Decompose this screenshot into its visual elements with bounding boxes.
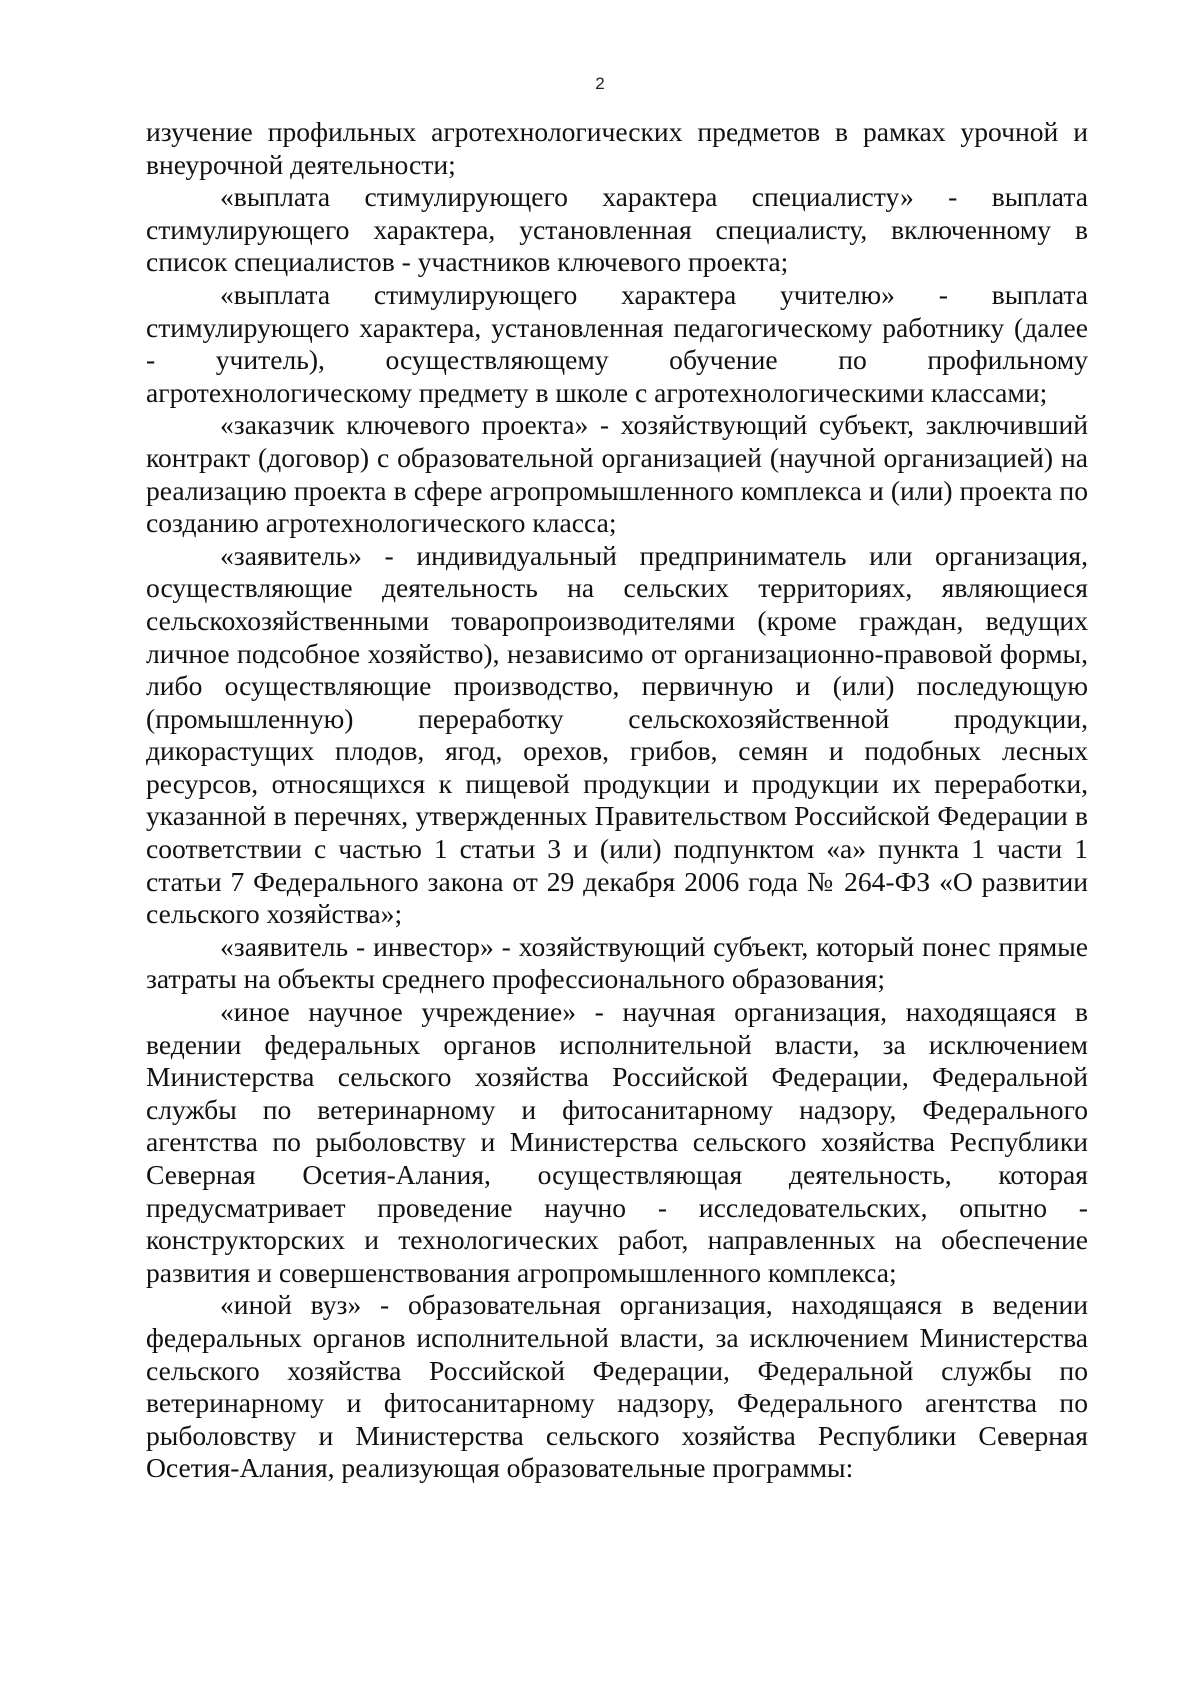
- paragraph-definition-project-customer: «заказчик ключевого проекта» - хозяйствующий субъект, заключивший контракт (договор) с образовательной организацией (научной организацией) на реализацию проекта в сфере агропромышленного комплекса и (или) проекта по созданию агротехнологического класса;: [146, 409, 1088, 539]
- page-number: 2: [595, 74, 605, 93]
- paragraph-definition-specialist-payment: «выплата стимулирующего характера специалисту» - выплата стимулирующего характера, установленная специалисту, включенному в список специалистов - участников ключевого проекта;: [146, 181, 1088, 278]
- paragraph-definition-other-university: «иной вуз» - образовательная организация, находящаяся в ведении федеральных органов исполнительной власти, за исключением Министерства сельского хозяйства Российской Федерации, Федеральной службы по ветеринарному и фитосанитарному надзору, Федерального агентства по рыболовству и Министерства сельского хозяйства Республики Северная Осетия-Алания, реализующая образовательные программы:: [146, 1289, 1088, 1484]
- paragraph-definition-teacher-payment: «выплата стимулирующего характера учителю» - выплата стимулирующего характера, установленная педагогическому работнику (далее - учитель), осуществляющему обучение по профильному агротехнологическому предмету в школе с агротехнологическими классами;: [146, 278, 1088, 408]
- document-body: [146, 116, 1088, 1485]
- paragraph-continuation: изучение профильных агротехнологических предметов в рамках урочной и внеурочной деятельности;: [146, 116, 1088, 180]
- paragraph-definition-applicant-investor: «заявитель - инвестор» - хозяйствующий субъект, который понес прямые затраты на объекты среднего профессионального образования;: [146, 930, 1088, 995]
- paragraph-definition-other-scientific-institution: «иное научное учреждение» - научная организация, находящаяся в ведении федеральных органов исполнительной власти, за исключением Министерства сельского хозяйства Российской Федерации, Федеральной службы по ветеринарному и фитосанитарному надзору, Федерального агентства по рыболовству и Министерства сельского хозяйства Республики Северная Осетия-Алания, осуществляющая деятельность, которая предусматривает проведение научно - исследовательских, опытно - конструкторских и технологических работ, направленных на обеспечение развития и совершенствования агропромышленного комплекса;: [146, 996, 1088, 1288]
- paragraph-definition-applicant: «заявитель» - индивидуальный предприниматель или организация, осуществляющие деятельность на сельских территориях, являющиеся сельскохозяйственными товаропроизводителями (кроме граждан, ведущих личное подсобное хозяйство), независимо от организационно-правовой формы, либо осуществляющие производство, первичную и (или) последующую (промышленную) переработку сельскохозяйственной продукции, дикорастущих плодов, ягод, орехов, грибов, семян и подобных лесных ресурсов, относящихся к пищевой продукции и продукции их переработки, указанной в перечнях, утвержденных Правительством Российской Федерации в соответствии с частью 1 статьи 3 и (или) подпунктом «а» пункта 1 части 1 статьи 7 Федерального закона от 29 декабря 2006 года № 264-ФЗ «О развитии сельского хозяйства»;: [146, 539, 1088, 930]
